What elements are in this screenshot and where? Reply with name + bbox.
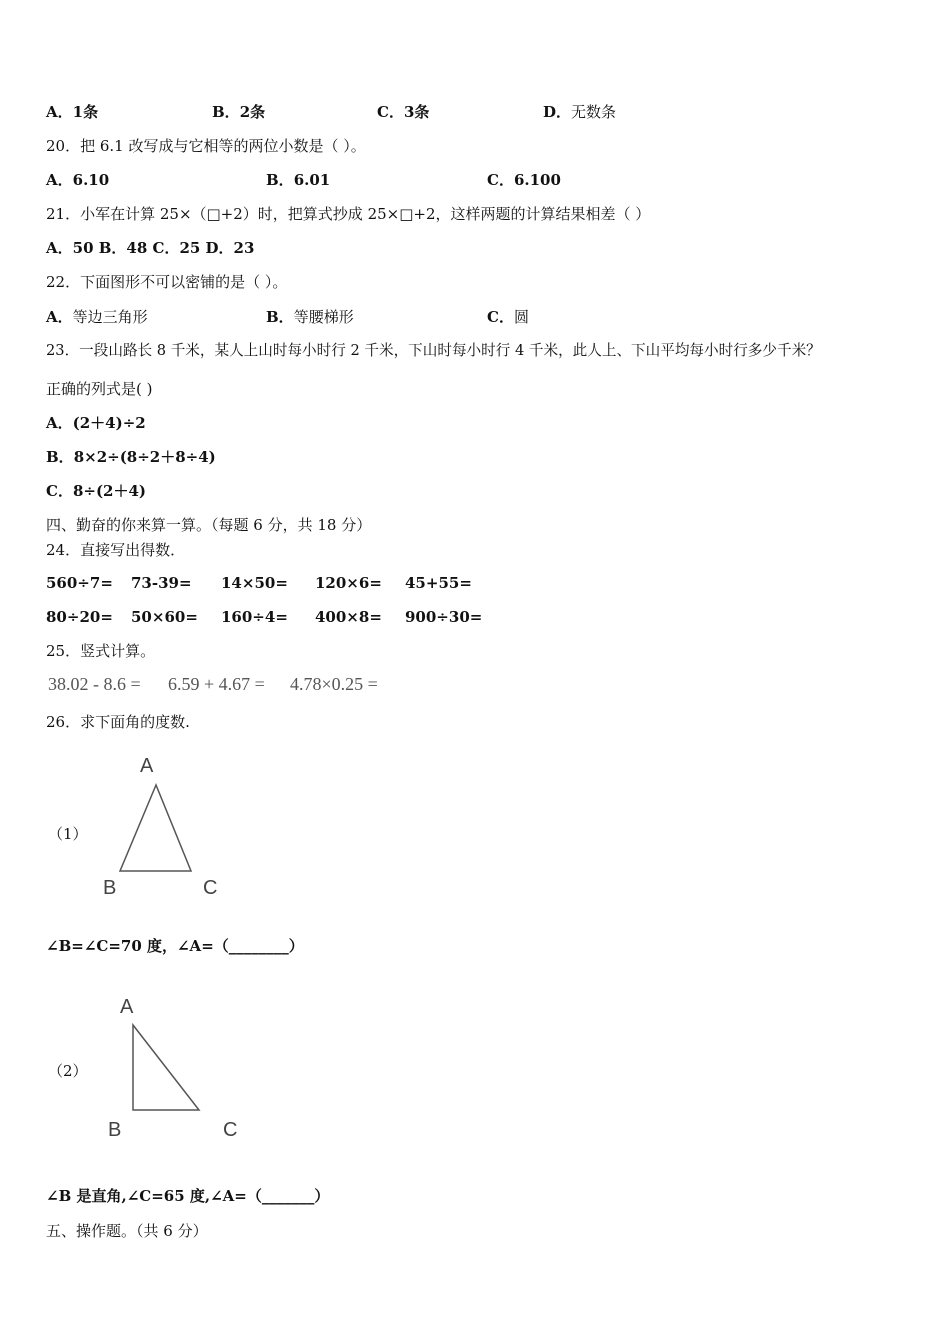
q26-part1-label: （1） xyxy=(48,825,88,843)
q23-stem-2: 正确的列式是( ) xyxy=(46,380,153,398)
q19-option-a: A．1条 xyxy=(46,103,99,121)
q19-option-c: C．3条 xyxy=(377,103,430,121)
vertex-a-label-2: A xyxy=(120,996,134,1018)
triangle-figure-2 xyxy=(100,988,250,1148)
section-4-heading: 四、勤奋的你来算一算。（每题 6 分，共 18 分） xyxy=(46,516,372,534)
vertex-b-label-2: B xyxy=(108,1119,122,1141)
vertex-c-label-2: C xyxy=(223,1119,238,1141)
q24-r2-4: 400×8= xyxy=(315,608,382,626)
q22-option-a: A．等边三角形 xyxy=(46,308,148,326)
q25-expr-2: 6.59 + 4.67 = xyxy=(168,674,265,694)
q25-stem: 25．竖式计算。 xyxy=(46,642,156,660)
triangle-1-shape xyxy=(120,785,191,871)
q21-options: A．50 B．48 C．25 D．23 xyxy=(46,239,255,257)
section-5-heading: 五、操作题。（共 6 分） xyxy=(46,1222,208,1240)
q26-stem: 26．求下面角的度数. xyxy=(46,713,190,731)
q23-option-a: A．(2＋4)÷2 xyxy=(46,414,146,432)
triangle-figure-1 xyxy=(95,748,235,908)
q24-r1-3: 14×50= xyxy=(221,574,288,592)
vertex-c-label-1: C xyxy=(203,877,218,899)
vertex-a-label-1: A xyxy=(140,755,154,777)
q24-stem: 24．直接写出得数． xyxy=(46,541,186,559)
q21-stem: 21．小军在计算 25×（□+2）时，把算式抄成 25×□+2，这样两题的计算结果相差（ ） xyxy=(46,205,651,223)
q24-r1-4: 120×6= xyxy=(315,574,382,592)
q20-stem: 20．把 6.1 改写成与它相等的两位小数是（ ）。 xyxy=(46,137,366,155)
q24-r2-2: 50×60= xyxy=(131,608,198,626)
q24-r2-3: 160÷4= xyxy=(221,608,288,626)
q26-part2-condition: ∠B 是直角,∠C=65 度,∠A=（_______） xyxy=(46,1187,330,1205)
q24-r2-5: 900÷30= xyxy=(405,608,483,626)
q26-part2-label: （2） xyxy=(48,1062,88,1080)
triangle-2-shape xyxy=(133,1025,199,1110)
q20-option-a: A．6.10 xyxy=(46,171,110,189)
q22-stem: 22．下面图形不可以密铺的是（ ）。 xyxy=(46,273,288,291)
q24-r1-1: 560÷7= xyxy=(46,574,113,592)
q20-option-b: B．6.01 xyxy=(266,171,331,189)
q22-option-c: C．圆 xyxy=(487,308,529,326)
q23-option-b: B．8×2÷(8÷2＋8÷4) xyxy=(46,448,216,466)
q20-option-c: C．6.100 xyxy=(487,171,561,189)
q24-r1-2: 73-39= xyxy=(131,574,192,592)
q25-expr-1: 38.02 - 8.6 = xyxy=(48,674,141,694)
q23-stem: 23．一段山路长 8 千米，某人上山时每小时行 2 千米，下山时每小时行 4 千米，此人上、下山平均每小时行多少千米？ xyxy=(46,342,821,359)
q23-option-c: C．8÷(2＋4) xyxy=(46,482,147,500)
q26-part1-condition: ∠B=∠C=70 度，∠A=（________） xyxy=(46,937,304,955)
q22-option-b: B．等腰梯形 xyxy=(266,308,354,326)
vertex-b-label-1: B xyxy=(103,877,117,899)
q25-expr-3: 4.78×0.25 = xyxy=(290,674,378,694)
q24-r2-1: 80÷20= xyxy=(46,608,113,626)
q19-option-d: D．无数条 xyxy=(543,103,617,121)
q24-r1-5: 45+55= xyxy=(405,574,472,592)
q19-option-b: B．2条 xyxy=(212,103,266,121)
